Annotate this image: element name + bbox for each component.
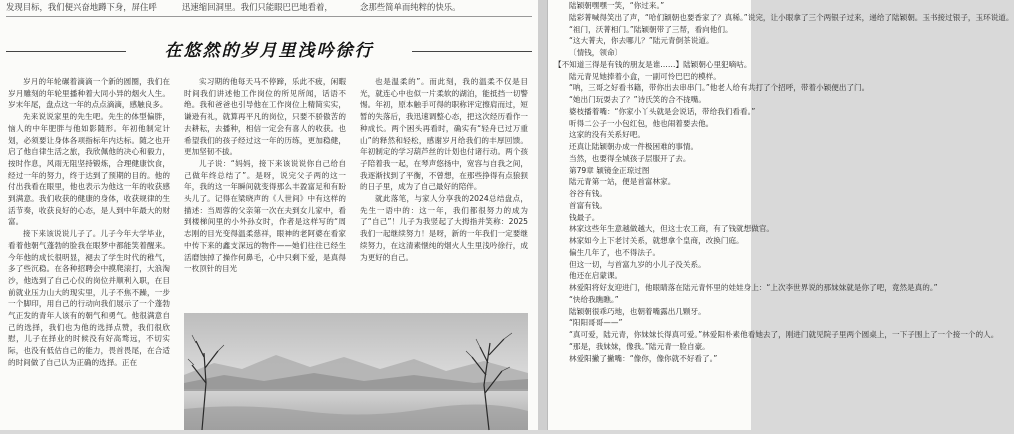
serial-paragraph: 他还在启蒙课。 xyxy=(569,271,623,281)
serial-paragraph: 【不知道三得是有钱的朋友是谁……】陆颖朝心里犯嘀咕。 xyxy=(554,59,752,69)
serial-paragraph: 钱最子。 xyxy=(569,212,600,222)
misty-lake-photo xyxy=(184,313,528,430)
section-divider xyxy=(6,16,532,17)
serial-paragraph: 陆颖朝很乖巧地，也朝着嘴露出几颗牙。 xyxy=(569,306,706,316)
serial-paragraph: 这家的没有关系好吧。 xyxy=(569,130,645,140)
serial-paragraph: “那是，我妹妹，像我。”陆元青一脸自豪。 xyxy=(569,341,710,351)
serial-paragraph: 陆元青见她捧着小盒，一副可怜巴巴的模样。 xyxy=(569,71,721,81)
serial-paragraph: “祖门，沃菁相门。”陆颖朝带了三帮，看向他们。 xyxy=(569,24,733,34)
title-rule-right xyxy=(412,51,532,52)
serial-paragraph: 婆枝播着嘴：“你家小丫头就是会说话，带给我们看看。” xyxy=(569,106,756,116)
serial-text xyxy=(554,0,1014,364)
top-continued-text xyxy=(0,0,538,14)
serial-paragraph: “真可爱，陆元青，你妹妹长得真可爱。”林爱阳朴素他看她去了，刚进门就见院子里两个圆桌上，一下子围上了一个接一个的人。 xyxy=(569,330,999,339)
serial-paragraph: 偏生几年了，也不得法子。 xyxy=(569,247,661,257)
serial-paragraph: 林家这些年生意越做越大，但这士农工商，有了钱就想做官。 xyxy=(569,224,775,234)
paragraph: 岁月的年轮碾着滴滴一个新的圆圈，我们在岁月雕刻的年轮里播种着大同小异的烟火人生。岁末年尾，盘点这一年的点点滴滴，感触良多。 xyxy=(8,77,170,110)
serial-paragraph: 还真让陆颖朝办成一件极困难的事情。 xyxy=(569,142,699,151)
serial-paragraph: 〔情钱，领命〕 xyxy=(569,48,623,57)
serial-paragraph: 林爱阳将好友迎进门，他眼睛落在陆元青怀里的娃娃身上：“上次李世界说的那妹妹就是你了吧，竟然是真的。” xyxy=(569,283,938,292)
serial-paragraph: 谷谷有钱。 xyxy=(569,189,607,198)
paragraph: 接下来该说说儿子了。儿子今年大学毕业，看着他朝气蓬勃的脸我在眼梦中都能笑着醒来。今年他的成长很明显，褪去了学生时代的稚气，多了些沉稳。在各种招聘会中摸爬滚打，大浪淘沙，他选到了自己心仪的岗位并顺利入职，在目前就业压力山大的现实里，儿子不焦不躁，一步一个脚印，用自己的行动向我们展示了一个蓬勃气正发的青年人该有的朝气和勇气。他很满意自己的选择，我们也为他的选择点赞，我们很欣慰，儿子在择业的时候没有好高骛远，不切实际，也没有低估自己的能力，畏首畏尾，在合适的时间做了自己认为正确的选择。正在 xyxy=(8,229,170,367)
paragraph: 实习期的他每天马不停蹄，乐此不疲，闲暇时间我们讲述他工作岗位的所见所闻，话语不绝。我和爸爸也引导他在工作岗位上精简实实，谦逊有礼，就算再平凡的岗位，只要不骄傲苦的去耕耘，去播种，相信一定会有喜人的收获。也希望我们的孩子经过这一年的历练，更加稳健，更加坚韧不拔。 xyxy=(184,77,346,157)
serial-paragraph: 首富有钱。 xyxy=(569,200,607,210)
serial-paragraph: 当然，也要得全城孩子层服开了去。 xyxy=(569,153,691,163)
serial-paragraph: “阳阳哥哥——” xyxy=(569,318,623,328)
article-title: 在悠然的岁月里浅吟徐行 xyxy=(164,41,374,61)
serial-paragraph: 陆颖朝嘿嘿一笑，“你过来。” xyxy=(569,1,665,10)
serial-paragraph: “呐，三哥之好看书籍，带你出去串串门。”他老人给有共打了个招呼，带着小颖便出了门。 xyxy=(569,83,870,93)
serial-paragraph: 林爱阳撇了撇嘴：“像你，像你就不好看了。” xyxy=(569,353,718,363)
article-column-2 xyxy=(184,76,346,310)
paragraph: 先来说说家里的先生吧。先生的体型偏胖，恼人的中年肥胖与他如影随形。年初他制定计划，必须要让身体各项指标年内达标。随之也开启了他自律生活之旅，我欣佩他的决心和毅力，按时作息，风雨无阻坚持锻炼，合理健康饮食，经过一年的努力，终于达到了预期的目的。他的付出我看在眼里，他也表示为他这一年的收获感到满意。我们收获的健康的身体，收获规律的生活节奏，收获良好的心态，是人到中年最大的财富。 xyxy=(8,112,170,227)
paragraph: 就此落笔，与家人分享我的2024总结盘点，先生一语中的：这一年，我们都很努力的成为了“自己”！儿子为我竖起了大拇指并笑称：2025我们一起继续努力！是呀，新的一年我们一定要继续努力，在这清素惬纯的烟火人生里浅吟徐行，成为更好的自己。 xyxy=(360,194,528,262)
top-snippet-left: 发现目标，我们便兴奋地蹲下身，屏住呼 xyxy=(6,2,157,12)
lake-landscape-illustration xyxy=(184,313,528,430)
top-snippet-middle: 迅速缩回洞里。我们只能眼巴巴地看着， xyxy=(182,2,333,12)
serial-paragraph: 但这一切，与首富九岁的小儿子没关系。 xyxy=(569,259,706,269)
serial-paragraph: 第79章 颖镜金正琼过图 xyxy=(569,165,650,175)
article-column-3 xyxy=(360,76,528,310)
article-column-1 xyxy=(8,76,170,426)
serial-paragraph: 陆彩菁喊得笑出了声，“哈们颖朝也要香家了？真稀。”说完，让小眼拿了三个两银子过来，递给了陆颖朝。玉书接过银子，玉环说道。 xyxy=(569,12,1014,22)
top-snippet-right: 念那些简单而纯粹的快乐。 xyxy=(360,2,461,12)
serial-paragraph: “这大菁夫，你去哪儿？”陆元青倒茶说道。 xyxy=(569,36,714,46)
serial-paragraph: “快给我瞧瞧。” xyxy=(569,294,619,304)
serial-paragraph: 陆元青第一站，便是首富林家。 xyxy=(569,177,676,187)
article-header xyxy=(6,36,532,66)
serial-paragraph: 林家如今上下老讨关系，就想拿个皇商，改换门庭。 xyxy=(569,236,744,245)
serial-paragraph: “她出门玩耍去了？”诗氏笑的合不拢嘴。 xyxy=(569,95,706,104)
paragraph: 也是温柔的”。而此刻，我的温柔不仅是目光，就连心中也似一片柔软的湖泊，能抵挡一切警惕。年初，原本触手可得的职称评定擦肩而过，短暂的失落后，我迅速调整心态，把这次经历看作一种成长。两个困头再看时，确实有“轻舟已过万重山”的释然和轻松，感谢岁月给我们的丰厚回馈。年初制定的学习葫芦丝的计划也付诸行动。两个孩子陪着我一起，在琴声悠扬中，宽容与自我之间，我逐渐找到了平衡，不曾想，在那些挣得有点狼狈的日子里，成为了自己最好的陪伴。 xyxy=(360,77,528,192)
page-gutter xyxy=(538,0,547,430)
paragraph: 儿子说：“妈妈，接下来该说说你自己给自己做年终总结了”。是呀，说完父子两的这一年，我的这一年瞬间就变得那么丰盈富足和有盼头儿了。记得在梁晓声的《人世间》中有这样的描述：当周蓉的父亲第一次在夫到女儿家中，看到楼梯间里的小外孙女时，作者是这样写的“周志刚的目光变得温柔慈祥，眼神的老阿婆在看家中传下来的鑫支深远的物件——她们往往已经生活磨蚀掉了操作何鼻毛，心中只剩下爱，是真得一枚顶针的目光 xyxy=(184,158,346,274)
serial-paragraph: 听得二公子一小包红包，他也闹着要去他。 xyxy=(569,118,714,128)
serial-novel-column xyxy=(547,0,1014,430)
title-rule-left xyxy=(6,51,126,52)
